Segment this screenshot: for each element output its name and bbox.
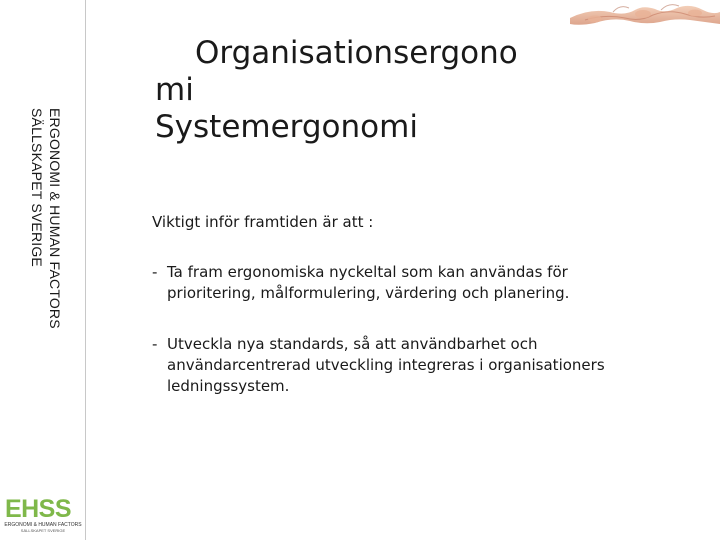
logo-letters: EHSS [4,495,72,523]
bullet-dash: - [152,335,158,353]
bullet-text [152,334,672,397]
sidebar-line-2: SÄLLSKAPET SVERIGE [29,108,45,267]
bullet-line: prioritering, målformulering, värdering och planering. [167,284,570,302]
intro-text: Viktigt inför framtiden är att : [152,213,374,231]
sidebar [0,0,86,540]
bullet-line: ledningssystem. [167,377,290,395]
bullet-line: Utveckla nya standards, så att användbarhet och [167,335,538,353]
sidebar-line-1: ERGONOMI & HUMAN FACTORS [47,108,63,329]
logo-subtitle-2: SÄLLSKAPET SVERIGE [20,528,66,533]
logo-subtitle: ERGONOMI & HUMAN FACTORS [4,522,82,528]
bullet-line: användarcentrerad utveckling integreras i organisationers [167,356,605,374]
ehss-logo [3,496,83,540]
bullet-dash: - [152,263,158,281]
bullet-item [152,334,672,397]
bullet-line: Ta fram ergonomiska nyckeltal som kan användas för [167,263,568,281]
title-line-2: mi [155,72,194,108]
slide-title [155,35,565,146]
title-line-3: Systemergonomi [155,109,418,145]
bullet-item [152,262,672,304]
bullet-text [152,262,672,304]
sidebar-organization-name [20,108,64,360]
title-line-1: Organisationsergono [195,35,518,71]
hands-image [565,0,720,28]
